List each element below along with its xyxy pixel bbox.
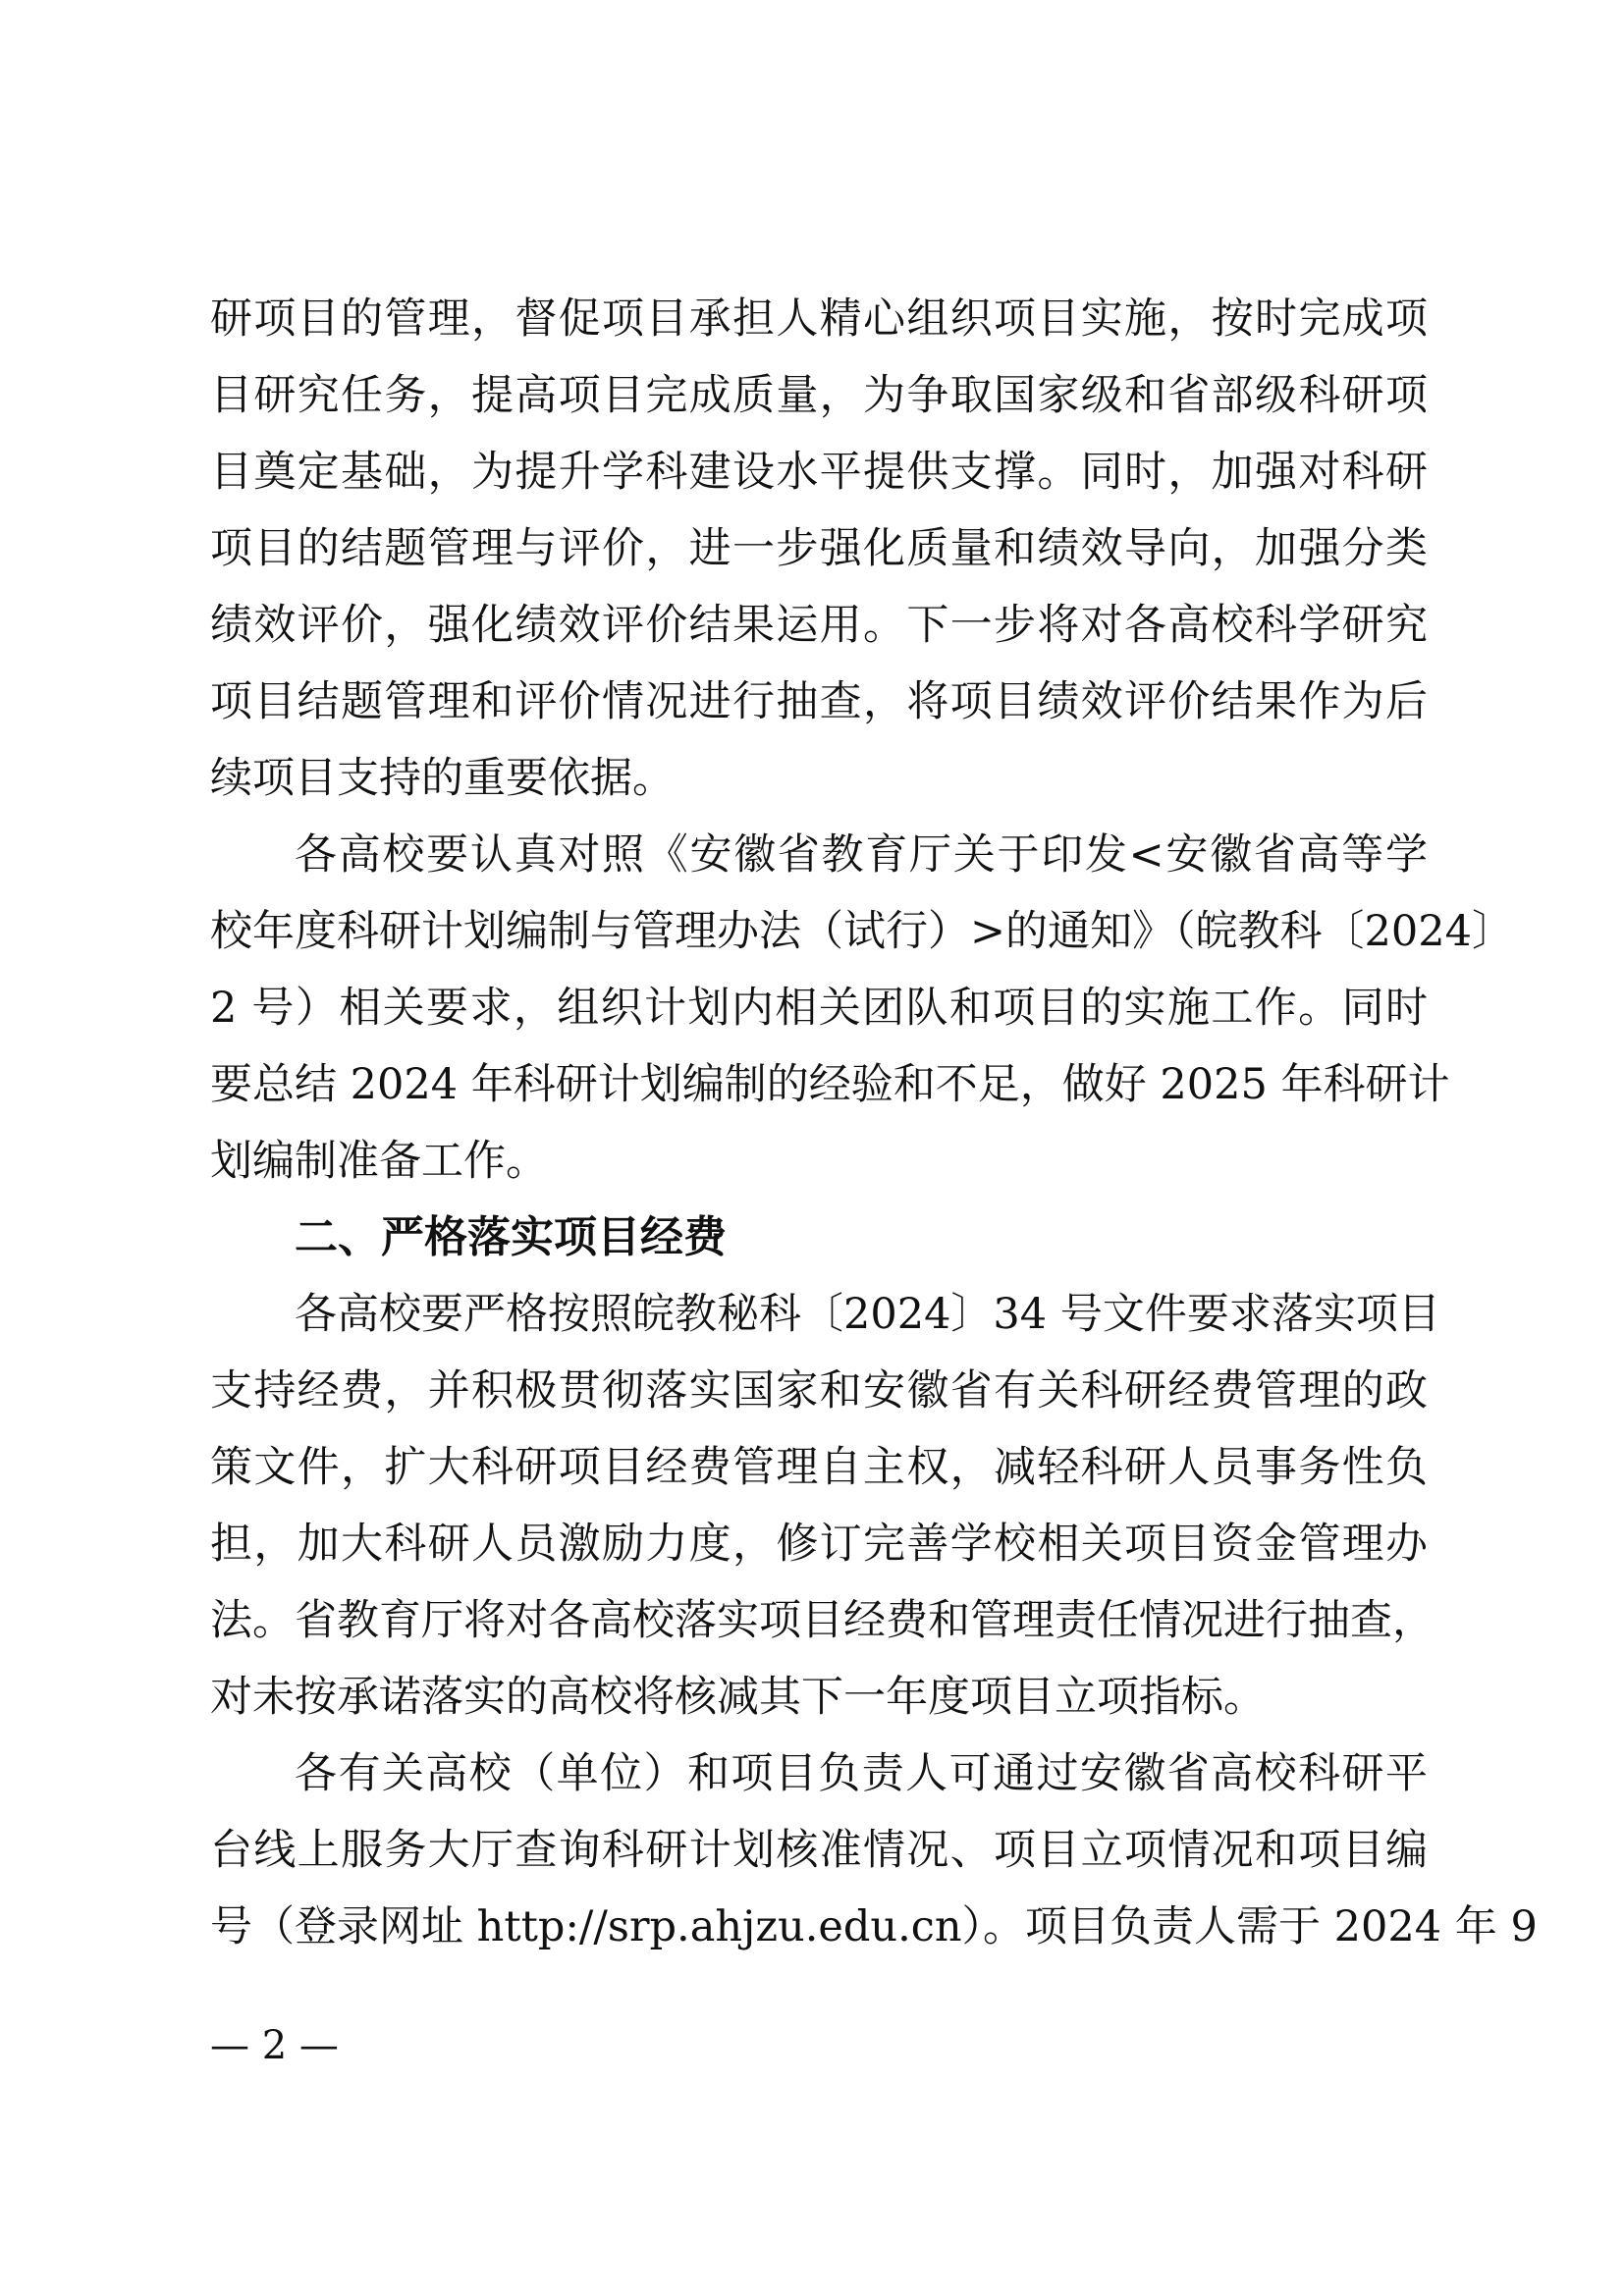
paragraph-line: 号（登录网址 http://srp.ahjzu.edu.cn）。项目负责人需于 2024 年 9 xyxy=(210,1902,1538,1951)
paragraph-line: 目奠定基础，为提升学科建设水平提供支撑。同时，加强对科研 xyxy=(210,448,1428,497)
paragraph-3 xyxy=(210,1276,1440,1735)
paragraph-line: 划编制准备工作。 xyxy=(210,1137,548,1186)
paragraph-line: 项目的结题管理与评价，进一步强化质量和绩效导向，加强分类 xyxy=(210,524,1428,573)
paragraph-line: 研项目的管理，督促项目承担人精心组织项目实施，按时完成项 xyxy=(210,294,1428,344)
paragraph-line: 绩效评价，强化绩效评价结果运用。下一步将对各高校科学研究 xyxy=(210,601,1428,650)
paragraph-line: 对未按承诺落实的高校将核减其下一年度项目立项指标。 xyxy=(210,1673,1266,1722)
paragraph-line: 各有关高校（单位）和项目负责人可通过安徽省高校科研平 xyxy=(295,1749,1428,1798)
paragraph-1 xyxy=(210,281,1428,817)
paragraph-line: 要总结 2024 年科研计划编制的经验和不足，做好 2025 年科研计 xyxy=(210,1060,1450,1109)
paragraph-line: 台线上服务大厅查询科研计划核准情况、项目立项情况和项目编 xyxy=(210,1826,1428,1875)
paragraph-line: 项目结题管理和评价情况进行抽查，将项目绩效评价结果作为后 xyxy=(210,677,1428,726)
paragraph-line: 2 号）相关要求，组织计划内相关团队和项目的实施工作。同时 xyxy=(210,984,1428,1033)
paragraph-line: 校年度科研计划编制与管理办法（试行）>的通知》（皖教科〔2024〕 xyxy=(210,907,1514,956)
paragraph-line: 续项目支持的重要依据。 xyxy=(210,754,675,803)
paragraph-4 xyxy=(210,1735,1538,1965)
paragraph-line: 策文件，扩大科研项目经费管理自主权，减轻科研人员事务性负 xyxy=(210,1443,1428,1492)
paragraph-line: 担，加大科研人员激励力度，修订完善学校相关项目资金管理办 xyxy=(210,1520,1428,1569)
paragraph-line: 支持经费，并积极贯彻落实国家和安徽省有关科研经费管理的政 xyxy=(210,1366,1428,1415)
section-heading: 二、严格落实项目经费 xyxy=(295,1212,727,1262)
page-number: — 2 — xyxy=(210,2023,339,2068)
paragraph-line: 目研究任务，提高项目完成质量，为争取国家级和省部级科研项 xyxy=(210,371,1428,420)
paragraph-line: 法。省教育厅将对各高校落实项目经费和管理责任情况进行抽查， xyxy=(210,1596,1435,1645)
paragraph-2 xyxy=(210,817,1514,1200)
paragraph-line: 各高校要严格按照皖教秘科〔2024〕34 号文件要求落实项目 xyxy=(295,1290,1440,1339)
paragraph-line: 各高校要认真对照《安徽省教育厅关于印发<安徽省高等学 xyxy=(295,830,1428,880)
